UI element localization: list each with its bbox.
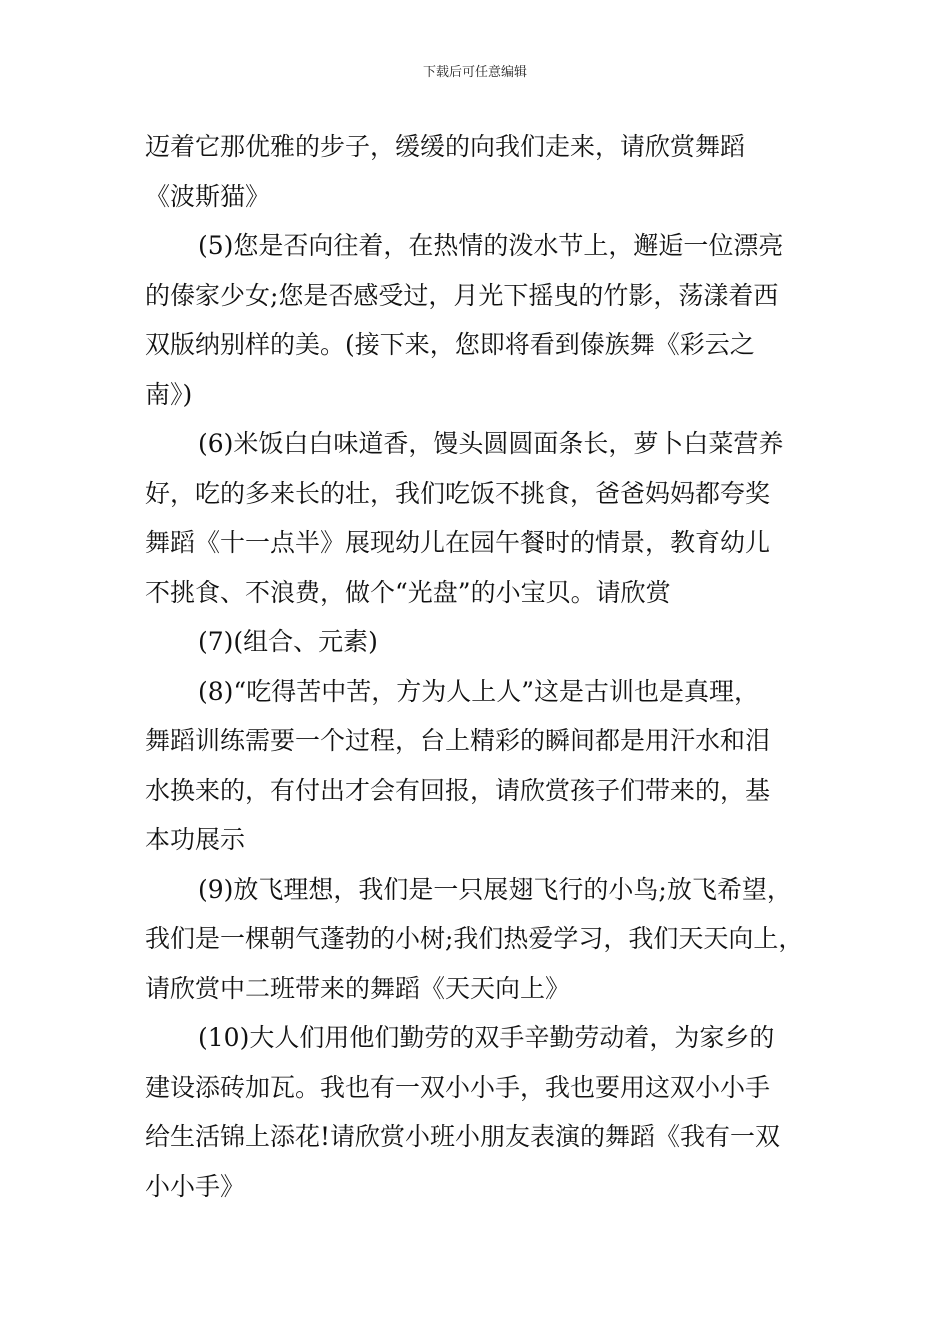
paragraph <box>145 419 817 617</box>
text-line: 请欣赏中二班带来的舞蹈《天天向上》 <box>145 973 571 1003</box>
text-line: 舞蹈《十一点半》展现幼儿在园午餐时的情景，教育幼儿 <box>145 528 771 557</box>
text-line: (5)您是否向往着，在热情的泼水节上，邂逅一位漂亮 <box>198 231 784 260</box>
text-line: (7)(组合、元素) <box>198 627 378 656</box>
paragraph <box>145 221 817 419</box>
text-line: 不挑食、不浪费，做个“光盘”的小宝贝。请欣赏 <box>145 577 671 607</box>
paragraph <box>145 122 817 221</box>
paragraph <box>145 865 817 1014</box>
paragraph <box>145 617 817 667</box>
text-line: 我们是一棵朝气蓬勃的小树;我们热爱学习，我们天天向上， <box>145 924 804 953</box>
paragraph <box>145 1013 817 1211</box>
text-line: 南》) <box>145 379 193 409</box>
text-line: 建设添砖加瓦。我也有一双小小手，我也要用这双小小手 <box>145 1072 771 1102</box>
text-line: 迈着它那优雅的步子，缓缓的向我们走来，请欣赏舞蹈 <box>145 132 746 161</box>
text-line: (6)米饭白白味道香，馒头圆圆面条长，萝卜白菜营养 <box>198 429 784 458</box>
text-line: 小小手》 <box>145 1171 246 1201</box>
text-line: 的傣家少女;您是否感受过，月光下摇曳的竹影，荡漾着西 <box>145 280 779 310</box>
text-line: (8)“吃得苦中苦，方为人上人”这是古训也是真理， <box>198 676 759 706</box>
text-line: 水换来的，有付出才会有回报，请欣赏孩子们带来的，基 <box>145 775 771 805</box>
paragraph <box>145 667 817 865</box>
page-header: 下载后可任意编辑 <box>422 65 527 80</box>
text-line: (9)放飞理想，我们是一只展翅飞行的小鸟;放飞希望， <box>198 874 792 904</box>
text-line: 好，吃的多来长的壮，我们吃饭不挑食，爸爸妈妈都夸奖 <box>145 478 771 508</box>
text-line: 《波斯猫》 <box>145 181 271 211</box>
text-line: 舞蹈训练需要一个过程，台上精彩的瞬间都是用汗水和泪 <box>145 726 771 755</box>
text-line: 双版纳别样的美。(接下来，您即将看到傣族舞《彩云之 <box>145 330 755 359</box>
text-line: 给生活锦上添花!请欣赏小班小朋友表演的舞蹈《我有一双 <box>145 1122 781 1151</box>
text-line: 本功展示 <box>145 825 246 854</box>
text-line: (10)大人们用他们勤劳的双手辛勤劳动着，为家乡的 <box>198 1023 775 1052</box>
document-body <box>145 122 817 1211</box>
